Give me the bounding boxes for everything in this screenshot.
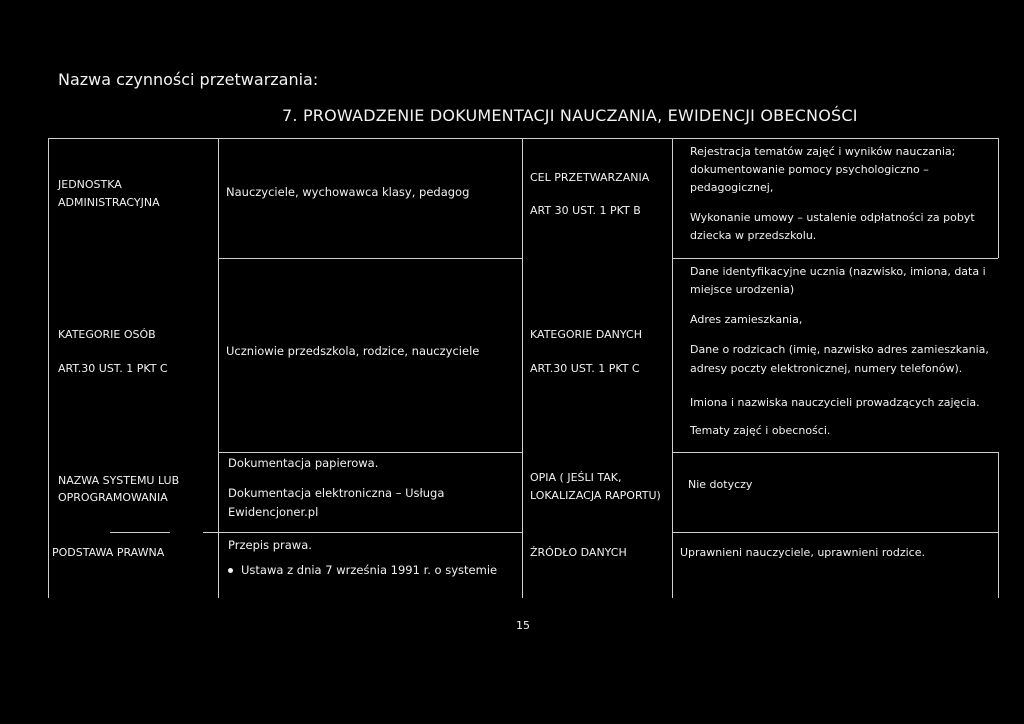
row2-label-line1: KATEGORIE OSÓB — [58, 328, 156, 341]
row2-right-line: Adres zamieszkania, — [690, 313, 803, 326]
row2-mid-label-line1: KATEGORIE DANYCH — [530, 328, 642, 341]
bullet-icon — [228, 568, 233, 573]
row1-label-line1: JEDNOSTKA — [58, 178, 122, 191]
row2-right-line: Dane o rodzicach (imię, nazwisko adres zamieszkania, — [690, 343, 989, 356]
row3-label-line1: NAZWA SYSTEMU LUB — [58, 474, 180, 487]
row3-mid-label-line2: LOKALIZACJA RAPORTU) — [530, 489, 661, 502]
activity-heading: Nazwa czynności przetwarzania: — [58, 70, 319, 89]
row2-right-line: Tematy zajęć i obecności. — [690, 424, 831, 437]
row3-mid-label-line1: OPIA ( JEŚLI TAK, — [530, 471, 622, 484]
page-number: 15 — [516, 619, 530, 632]
row4-label: PODSTAWA PRAWNA — [52, 546, 165, 559]
row3-value-line: Dokumentacja elektroniczna – Usługa — [228, 486, 445, 500]
row1-label-line2: ADMINISTRACYJNA — [58, 196, 160, 209]
row3-label-line2: OPROGRAMOWANIA — [58, 491, 168, 504]
row3-value-line: Dokumentacja papierowa. — [228, 456, 379, 470]
row4-mid-label: ŹRÓDŁO DANYCH — [530, 546, 627, 559]
row1-value: Nauczyciele, wychowawca klasy, pedagog — [226, 185, 470, 199]
row1-right-line: dziecka w przedszkolu. — [690, 229, 817, 242]
row2-right-line: Dane identyfikacyjne ucznia (nazwisko, imiona, data i — [690, 265, 986, 278]
section-title: 7. PROWADZENIE DOKUMENTACJI NAUCZANIA, EWIDENCJI OBECNOŚCI — [282, 106, 858, 125]
row1-mid-label-line1: CEL PRZETWARZANIA — [530, 171, 650, 184]
row3-value-line: Ewidencjoner.pl — [228, 505, 319, 519]
row2-right-line: adresy poczty elektronicznej, numery telefonów). — [690, 362, 963, 375]
row1-right-line: Wykonanie umowy – ustalenie odpłatności za pobyt — [690, 211, 975, 224]
row2-label-line2: ART.30 UST. 1 PKT C — [58, 362, 168, 375]
row2-mid-label-line2: ART.30 UST. 1 PKT C — [530, 362, 640, 375]
row1-right-line: Rejestracja tematów zajęć i wyników nauczania; — [690, 145, 956, 158]
row4-right-value: Uprawnieni nauczyciele, uprawnieni rodzice. — [680, 546, 925, 559]
row4-value-line1: Przepis prawa. — [228, 538, 312, 552]
row2-value: Uczniowie przedszkola, rodzice, nauczyciele — [226, 344, 480, 358]
row2-right-line: miejsce urodzenia) — [690, 283, 795, 296]
row1-right-line: pedagogicznej, — [690, 181, 774, 194]
row4-value-bullet: Ustawa z dnia 7 września 1991 r. o systemie — [241, 563, 498, 577]
row1-right-line: dokumentowanie pomocy psychologiczno – — [690, 163, 929, 176]
row2-right-line: Imiona i nazwiska nauczycieli prowadzących zajęcia. — [690, 396, 980, 409]
row1-mid-label-line2: ART 30 UST. 1 PKT B — [530, 204, 641, 217]
row3-right-value: Nie dotyczy — [688, 478, 753, 491]
